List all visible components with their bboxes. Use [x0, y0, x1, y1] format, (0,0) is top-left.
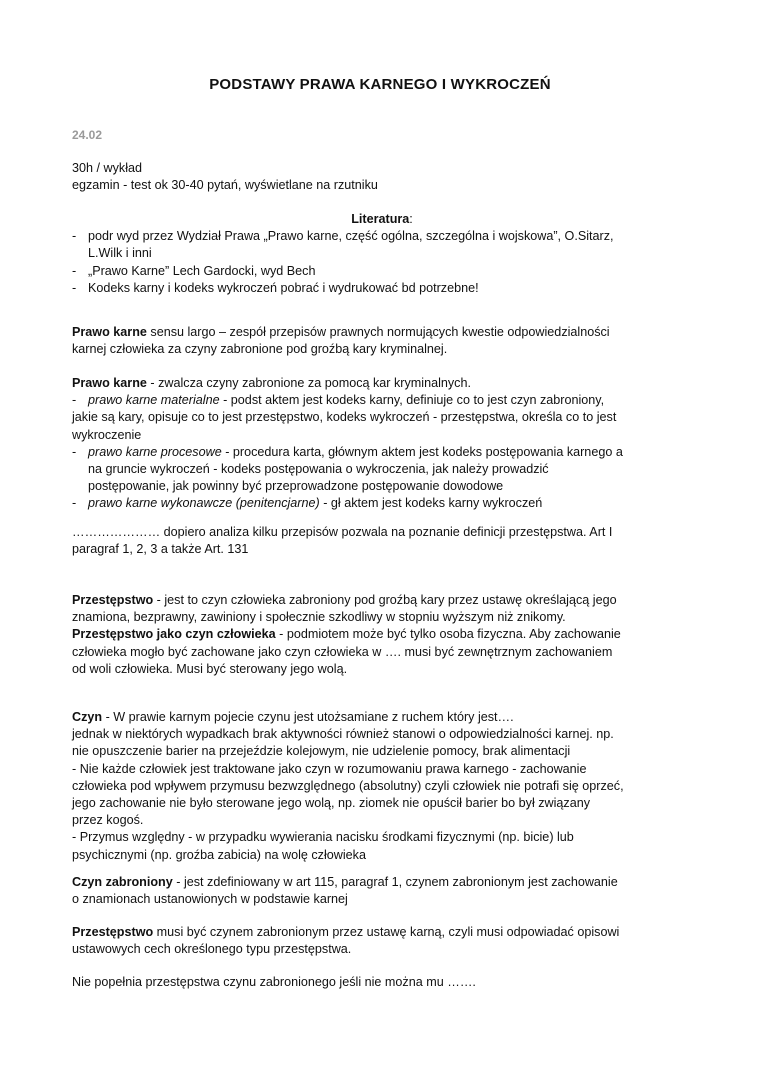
paragraph-text: - jest zdefiniowany w art 115, paragraf 1, czynem zabronionym jest zachowanie	[172, 875, 618, 889]
term: Prawo karne	[72, 325, 147, 339]
definition-prawo-karne-sensu-largo	[72, 324, 692, 358]
paragraph-line: jego zachowanie nie było sterowane jego wolą, np. ziomek nie opuścił barier bo był związany	[72, 796, 591, 811]
literature-list	[72, 228, 692, 297]
literature-item: - Kodeks karny i kodeks wykroczeń pobrać i wydrukować bd potrzebne!	[72, 280, 692, 297]
document-title: PODSTAWY PRAWA KARNEGO I WYKROCZEŃ	[209, 76, 551, 93]
branch-text: - procedura karta, głównym aktem jest kodeks postępowania karnego a	[221, 444, 623, 459]
paragraph-line: psychicznymi (np. groźba zabicia) na wolę człowieka	[72, 847, 366, 862]
paragraph-line: karnej człowieka za czyny zabronione pod groźbą kary kryminalnej.	[72, 342, 448, 357]
term: Przestępstwo	[72, 925, 154, 939]
term: Czyn zabroniony	[72, 875, 173, 889]
paragraph-line: jakie są kary, opisuje co to jest przestępstwo, kodeks wykroczeń - przestępstwa, określa co to jest	[72, 410, 617, 425]
branches-list	[72, 392, 692, 409]
paragraph-text: musi być czynem zabronionym przez ustawę karną, czyli musi odpowiadać opisowi	[153, 925, 620, 939]
intro-block	[72, 160, 692, 194]
paragraph-line: paragraf 1, 2, 3 a także Art. 131	[72, 542, 249, 557]
paragraph-line: nie opuszczenie barier na przejeździe kolejowym, nie udzielenie pomocy, brak alimentacji	[72, 744, 571, 759]
branch-item	[72, 444, 692, 496]
przestepstwo-requirement	[72, 924, 692, 958]
branch-text: - podst aktem jest kodeks karny, definiuje co to jest czyn zabroniony,	[219, 393, 605, 408]
branch-item	[72, 495, 692, 512]
literature-heading-colon: :	[409, 212, 413, 226]
analysis-note	[72, 524, 692, 558]
term: Czyn	[72, 710, 103, 724]
paragraph-line: ustawowych cech określonego typu przestępstwa.	[72, 942, 352, 957]
paragraph-line: Nie popełnia przestępstwa czynu zabronionego jeśli nie można mu …….	[72, 975, 476, 989]
branch-term: prawo karne materialne	[88, 393, 220, 408]
paragraph-text: - zwalcza czyny zabronione za pomocą kar kryminalnych.	[146, 376, 471, 390]
branch-item	[72, 392, 692, 409]
branch-text-cont: postępowanie, jak powinny być przeprowadzone postępowanie dowodowe	[88, 479, 504, 494]
literature-heading-text: Literatura	[351, 212, 410, 226]
paragraph-text: sensu largo – zespół przepisów prawnych normujących kwestie odpowiedzialności	[146, 325, 610, 339]
term: Prawo karne	[72, 376, 147, 390]
paragraph-line: o znamionach ustanowionych w podstawie karnej	[72, 892, 348, 907]
branch-term: prawo karne wykonawcze (penitencjarne)	[88, 496, 320, 511]
paragraph-line	[72, 592, 692, 609]
literature-item: - „Prawo Karne” Lech Gardocki, wyd Bech	[72, 263, 692, 280]
paragraph-text: - W prawie karnym pojecie czynu jest utożsamiane z ruchem który jest….	[102, 710, 514, 724]
literature-block	[72, 211, 692, 297]
paragraph-line	[72, 324, 692, 341]
paragraph-line: człowieka mogło być zachowane jako czyn człowieka w …. musi być zewnętrznym zachowaniem	[72, 644, 613, 659]
paragraph-text: - podmiotem może być tylko osoba fizyczna. Aby zachowanie	[275, 627, 621, 642]
branch-text: - gł aktem jest kodeks karny wykroczeń	[319, 496, 543, 511]
intro-line: egzamin - test ok 30-40 pytań, wyświetlane na rzutniku	[72, 178, 378, 193]
paragraph-line: - Przymus względny - w przypadku wywierania nacisku środkami fizycznymi (np. bicie) lub	[72, 830, 574, 845]
paragraph-line: od woli człowieka. Musi być sterowany jego wolą.	[72, 661, 348, 676]
definition-czyn-zabroniony	[72, 874, 692, 908]
paragraph-line	[72, 626, 692, 643]
term: Przestępstwo jako czyn człowieka	[72, 627, 276, 642]
literature-heading	[72, 211, 692, 228]
paragraph-line	[72, 709, 692, 726]
closing-note	[72, 974, 692, 991]
definition-przestepstwo	[72, 592, 692, 678]
intro-line: 30h / wykład	[72, 161, 143, 175]
definition-prawo-karne	[72, 375, 692, 513]
paragraph-line	[72, 874, 692, 891]
literature-item-text: podr wyd przez Wydział Prawa „Prawo karne, część ogólna, szczególna i wojskowa”, O.Sitarz,	[88, 229, 614, 244]
paragraph-line: przez kogoś.	[72, 813, 144, 828]
branch-term: prawo karne procesowe	[88, 444, 222, 459]
paragraph-text: - jest to czyn człowieka zabroniony pod groźbą kary przez ustawę określającą jego	[153, 593, 617, 607]
literature-item	[72, 228, 692, 262]
paragraph-line: człowieka pod wpływem przymusu bezwzględnego (absolutny) czyli człowiek nie potrafi się oprzeć,	[72, 778, 624, 793]
lecture-date: 24.02	[72, 128, 103, 142]
literature-item-text-cont: L.Wilk i inni	[88, 246, 152, 261]
paragraph-line	[72, 375, 692, 392]
paragraph-line: - Nie każde człowiek jest traktowane jako czyn w rozumowaniu prawa karnego - zachowanie	[72, 761, 587, 776]
paragraph-line: ………………… dopiero analiza kilku przepisów pozwala na poznanie definicji przestępstwa. Art I	[72, 525, 613, 539]
term: Przestępstwo	[72, 593, 154, 607]
branches-list	[72, 444, 692, 513]
paragraph-line: jednak w niektórych wypadkach brak aktywności również stanowi o odpowiedzialności karnej. np.	[72, 727, 614, 742]
definition-czyn	[72, 709, 692, 864]
paragraph-line	[72, 924, 692, 941]
branch-text-cont: na gruncie wykroczeń - kodeks postępowania o wykroczenia, jak należy prowadzić	[88, 462, 549, 477]
paragraph-line: wykroczenie	[72, 427, 142, 442]
paragraph-line: znamiona, bezprawny, zawiniony i społecznie szkodliwy w stopniu wyższym niż znikomy.	[72, 610, 566, 625]
